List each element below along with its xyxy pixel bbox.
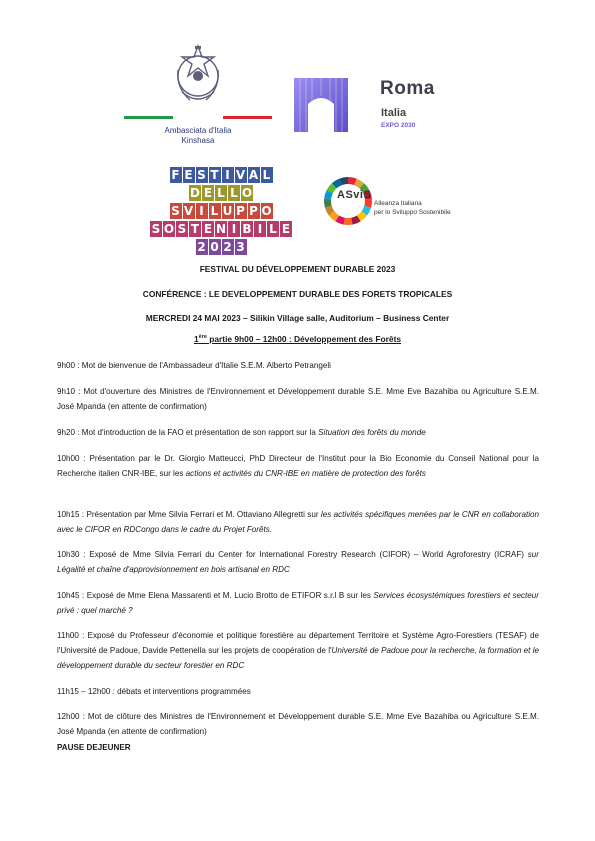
festival-letter-tile: B — [242, 222, 252, 236]
festival-letter-tile: L — [267, 221, 279, 237]
festival-letter-tile: U — [222, 204, 233, 218]
part-heading — [0, 334, 595, 344]
embassy-line1: Ambasciata d'Italia — [164, 126, 232, 135]
flag-red — [223, 116, 272, 119]
festival-letter-tile: P — [236, 204, 245, 218]
festival-letter-tile: V — [235, 168, 246, 182]
embassy-name — [124, 126, 272, 146]
program-item-0910 — [57, 385, 539, 415]
festival-letter-tile: S — [171, 204, 180, 218]
program-item-0900 — [57, 359, 539, 374]
festival-letter-tile: D — [190, 186, 200, 200]
festival-letter-tile: T — [210, 168, 219, 182]
festival-letter-tile: I — [228, 221, 240, 237]
festival-row — [143, 185, 299, 202]
asvis-title: ASviS — [337, 189, 372, 201]
festival-letter-tile: T — [190, 222, 200, 236]
part-superscript: ère — [198, 334, 207, 341]
festival-letter-tile: S — [197, 168, 206, 182]
item-italic: sur Légalité et chaîne d'approvisionnement en bois artisanal en RDC — [57, 550, 539, 574]
festival-letter-tile: E — [281, 222, 291, 236]
expo-city: Roma — [380, 78, 435, 99]
festival-row — [143, 221, 299, 238]
item-italic: Situation des forêts du monde — [318, 428, 426, 437]
festival-letter-tile: V — [183, 204, 194, 218]
embassy-line2: Kinshasa — [181, 136, 215, 145]
item-text: 10h45 : Exposé de Mme Elena Massarenti et M. Lucio Brotto de ETIFOR s.r.l B sur les — [57, 591, 374, 600]
festival-letter-tile: I — [196, 203, 208, 219]
asvis-line1: Alleanza Italiana — [374, 200, 422, 207]
festival-heading: FESTIVAL DU DÉVELOPPEMENT DURABLE 2023 — [199, 264, 396, 274]
program-item-1015 — [57, 508, 539, 538]
asvis-line2: per lo Sviluppo Sostenibile — [374, 209, 451, 216]
festival-letter-tile: E — [184, 168, 193, 182]
program-item-1115 — [57, 685, 539, 700]
festival-letter-tile: 2 — [197, 240, 206, 254]
item-text: 10h15 : Présentation par Mme Silvia Ferrari et M. Ottaviano Allegretti sur — [57, 510, 321, 519]
festival-letter-tile: F — [171, 168, 180, 182]
festival-letter-tile: S — [151, 222, 161, 236]
program-item-1100 — [57, 629, 539, 673]
flag-white — [173, 116, 222, 119]
part-title: partie 9h00 – 12h00 : Développement des Forêts — [206, 334, 402, 344]
program-item-1200 — [57, 710, 539, 740]
festival-letter-tile: S — [177, 222, 187, 236]
part-number: 1 — [193, 334, 199, 344]
conference-title: CONFÉRENCE : LE DEVELOPPEMENT DURABLE DES FORETS TROPICALES — [142, 289, 453, 299]
festival-letter-tile: E — [203, 222, 213, 236]
item-italic: actions et activités du CNR-IBE en matière de protection des forêts — [185, 468, 426, 478]
expo-arch-logo-icon — [290, 74, 352, 136]
festival-letter-tile: P — [249, 204, 258, 218]
festival-letter-tile: O — [241, 186, 253, 200]
italian-flag-stripe — [124, 116, 272, 119]
festival-letter-tile: O — [261, 204, 272, 218]
festival-row — [143, 203, 299, 220]
expo-country: Italia — [381, 107, 407, 119]
festival-letter-tile: L — [228, 185, 240, 201]
item-text: 11h15 – 12h00 : débats et interventions programmées — [57, 687, 251, 696]
sdg-ring-segment — [344, 218, 353, 225]
festival-letter-tile: E — [203, 186, 213, 200]
item-text: 9h00 : Mot de bienvenue de l'Ambassadeur d'Italie S.E.M. Alberto Petrangeli — [57, 361, 331, 370]
item-text: 9h10 : Mot d'ouverture des Ministres de l'Environnement et Développement durable S.E. Mme Eve Bazahiba ou Agriculture S.E.M. José Mpanda (en attente de confirmation) — [57, 387, 539, 411]
item-italic: Services écosystémiques forestiers et secteur privé : quel marché ? — [57, 591, 539, 615]
festival-letter-tile: I — [254, 221, 266, 237]
festival-letter-tile: L — [215, 185, 227, 201]
asvis-ring-logo-icon — [322, 175, 374, 227]
item-text: 10h00 : Présentation par le Dr. Giorgio Matteucci, PhD Directeur de l'Institut pour la Bio Economie du Conseil National pour la Recherche italien CNR-IBE, sur les — [57, 454, 539, 478]
date-place: MERCREDI 24 MAI 2023 – Silikin Village salle, Auditorium – Business Center — [145, 313, 450, 323]
festival-letter-tile: N — [215, 222, 227, 236]
item-italic: Université de Padoue pour la recherche, la formation et le développement durable du secteur forestier en RDC — [57, 645, 539, 670]
festival-letter-tile: 0 — [210, 240, 219, 254]
festival-letter-tile: L — [209, 203, 221, 219]
expo-event: EXPO 2030 — [381, 122, 416, 129]
lunch-break: PAUSE DEJEUNER — [57, 743, 131, 752]
festival-row — [143, 167, 299, 184]
item-text: 11h00 : Exposé du Professeur d'économie et politique forestière au département Territoire et Système Agro-Forestiers (TESAF) de l'Université de Padoue, Davide Pettenella sur les projets de coopération de l' — [57, 631, 539, 655]
program-item-1000 — [57, 452, 539, 482]
festival-letter-tile: O — [163, 222, 175, 236]
festival-row — [143, 239, 299, 256]
item-text: 10h30 : Exposé de Mme Silvia Ferrari du Center for International Forestry Research (CIFOR) – World Agroforestry (ICRAF) — [57, 550, 528, 559]
italian-emblem-icon — [168, 40, 228, 112]
festival-logo — [143, 167, 299, 257]
program-item-1045 — [57, 589, 539, 619]
item-text: 9h20 : Mot d'introduction de la FAO et présentation de son rapport sur la — [57, 428, 319, 437]
festival-letter-tile: I — [222, 167, 234, 183]
festival-letter-tile: L — [261, 167, 273, 183]
program-item-1030 — [57, 548, 539, 578]
item-text: 12h00 : Mot de clôture des Ministres de l'Environnement et Développement durable S.E. Mme Eve Bazahiba ou Agriculture S.E.M. José Mpanda (en attente de confirmation) — [57, 712, 539, 736]
program-item-0920 — [57, 426, 539, 441]
festival-letter-tile: A — [248, 168, 259, 182]
festival-letter-tile: 3 — [236, 240, 245, 254]
flag-green — [124, 116, 173, 119]
festival-letter-tile: 2 — [223, 240, 232, 254]
item-italic: les activités spécifiques menées par le CNR en collaboration avec le CIFOR en RDCongo dans le cadre du Projet Forêts. — [57, 510, 539, 534]
